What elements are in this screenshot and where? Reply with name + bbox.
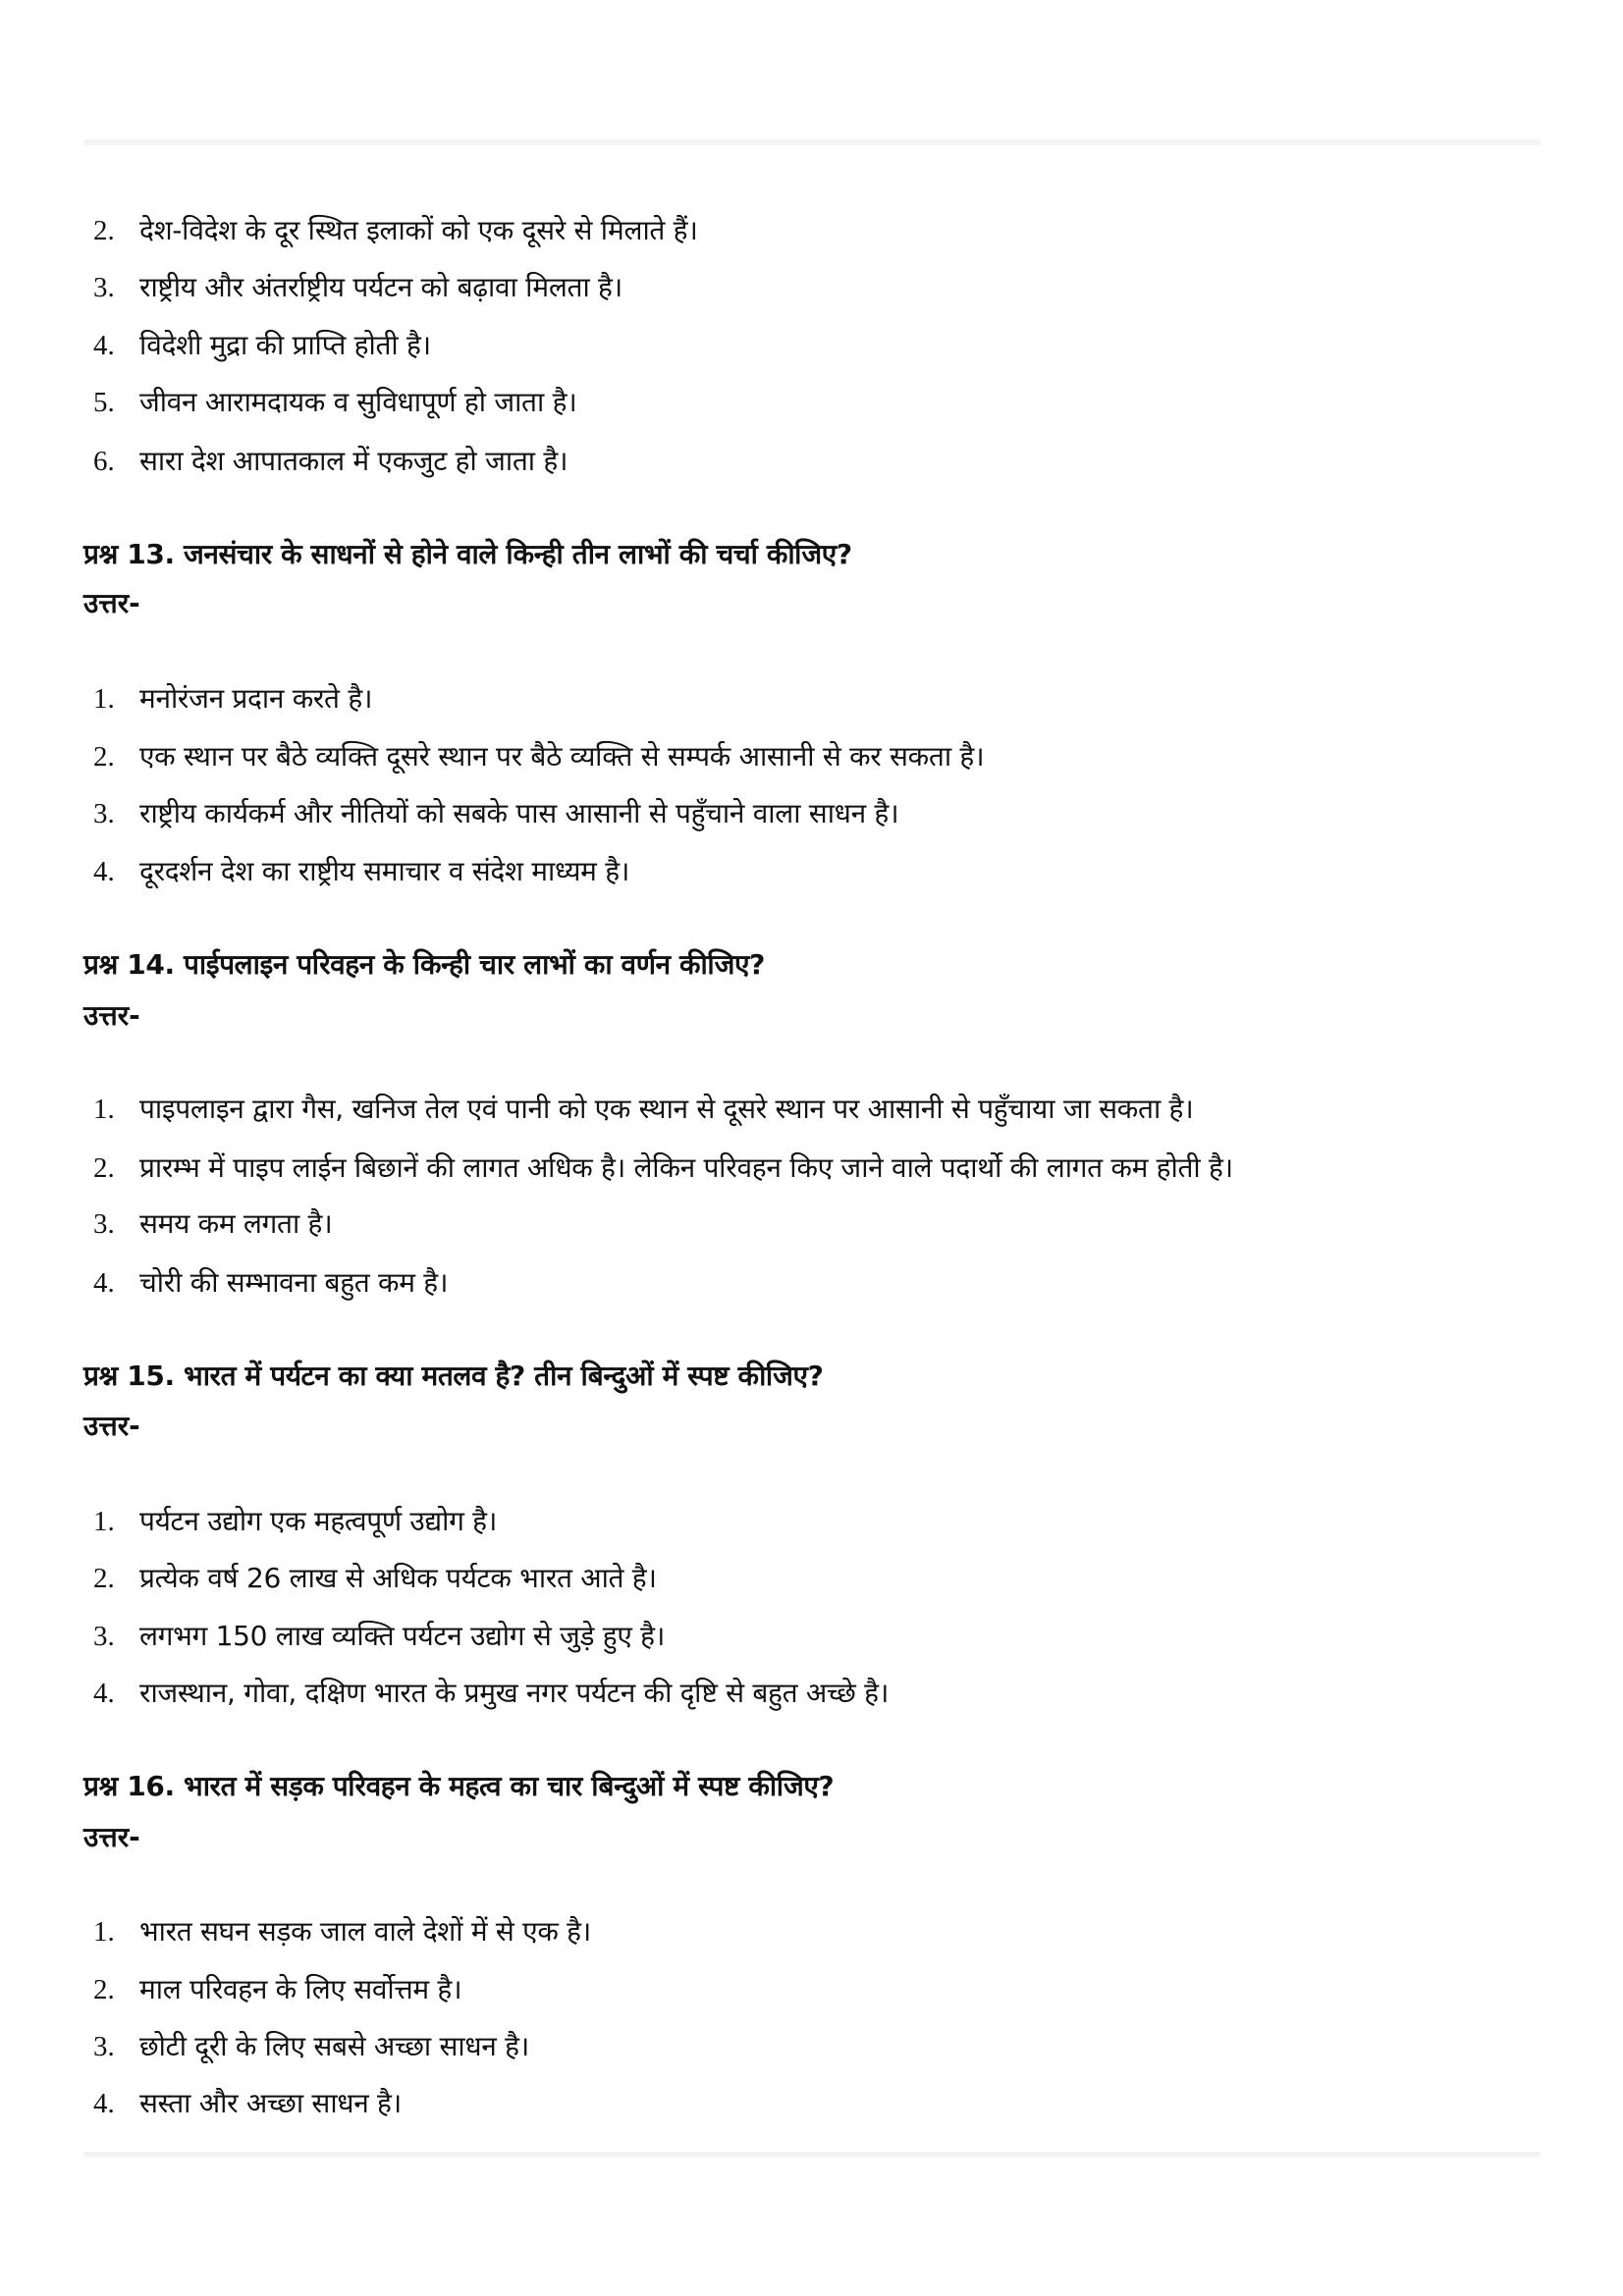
list-item-number: 4. <box>93 330 115 361</box>
question-heading: प्रश्न 14. पाईपलाइन परिवहन के किन्ही चार लाभों का वर्णन कीजिए? <box>83 948 765 981</box>
question-heading: प्रश्न 15. भारत में पर्यटन का क्या मतलव है? तीन बिन्दुओं में स्पष्ट कीजिए? <box>83 1360 824 1392</box>
list-item-number: 1. <box>93 1916 115 1948</box>
list-item-number: 4. <box>93 856 115 887</box>
list-item-text: चोरी की सम्भावना बहुत कम है। <box>139 1266 449 1299</box>
list-item-number: 3. <box>93 798 115 829</box>
list-item-text: देश-विदेश के दूर स्थित इलाकों को एक दूसरे से मिलाते हैं। <box>139 214 698 246</box>
list-item-text: पर्यटन उद्योग एक महत्वपूर्ण उद्योग है। <box>139 1505 498 1537</box>
list-item-number: 1. <box>93 1094 115 1125</box>
list-item-text: एक स्थान पर बैठे व्यक्ति दूसरे स्थान पर बैठे व्यक्ति से सम्पर्क आसानी से कर सकता है। <box>139 740 985 773</box>
list-item-number: 2. <box>93 741 115 773</box>
list-item-number: 4. <box>93 1267 115 1299</box>
list-item-number: 3. <box>93 2031 115 2062</box>
list-item-number: 2. <box>93 1974 115 2005</box>
list-item-number: 4. <box>93 2088 115 2119</box>
list-item-number: 3. <box>93 1621 115 1652</box>
list-item-text: प्रत्येक वर्ष 26 लाख से अधिक पर्यटक भारत आते है। <box>139 1562 657 1594</box>
list-item-text: मनोरंजन प्रदान करते है। <box>139 682 373 715</box>
list-item-text: प्रारम्भ में पाइप लाईन बिछानें की लागत अधिक है। लेकिन परिवहन किए जाने वाले पदार्थो की लागत कम होती है। <box>139 1151 1233 1184</box>
list-item-text: पाइपलाइन द्वारा गैस, खनिज तेल एवं पानी को एक स्थान से दूसरे स्थान पर आसानी से पहुँचाया जा सकता है। <box>139 1093 1194 1125</box>
list-item-number: 2. <box>93 215 115 246</box>
list-item-number: 1. <box>93 683 115 715</box>
list-item-text: भारत सघन सड़क जाल वाले देशों में से एक है। <box>139 1915 591 1948</box>
list-item-number: 1. <box>93 1506 115 1537</box>
top-divider <box>83 139 1541 145</box>
list-item-number: 4. <box>93 1678 115 1709</box>
bottom-divider <box>83 2152 1541 2158</box>
list-item-text: राजस्थान, गोवा, दक्षिण भारत के प्रमुख नगर पर्यटन की दृष्टि से बहुत अच्छे है। <box>139 1677 890 1709</box>
list-item-number: 5. <box>93 387 115 418</box>
list-item-number: 3. <box>93 1208 115 1240</box>
question-heading: प्रश्न 13. जनसंचार के साधनों से होने वाले किन्ही तीन लाभों की चर्चा कीजिए? <box>83 538 852 570</box>
list-item-text: सारा देश आपातकाल में एकजुट हो जाता है। <box>139 445 568 477</box>
list-item-text: राष्ट्रीय कार्यकर्म और नीतियों को सबके पास आसानी से पहुँचाने वाला साधन है। <box>139 797 899 829</box>
answer-label: उत्तर- <box>83 587 140 619</box>
list-item-text: लगभग 150 लाख व्यक्ति पर्यटन उद्योग से जुड़े हुए है। <box>139 1620 666 1652</box>
list-item-number: 6. <box>93 446 115 477</box>
answer-label: उत्तर- <box>83 999 140 1032</box>
list-item-number: 2. <box>93 1563 115 1594</box>
list-item-text: सस्ता और अच्छा साधन है। <box>139 2087 402 2119</box>
answer-label: उत्तर- <box>83 1821 140 1853</box>
list-item-text: माल परिवहन के लिए सर्वोत्तम है। <box>139 1973 462 2005</box>
list-item-number: 2. <box>93 1152 115 1184</box>
list-item-text: छोटी दूरी के लिए सबसे अच्छा साधन है। <box>139 2030 529 2062</box>
question-heading: प्रश्न 16. भारत में सड़क परिवहन के महत्व का चार बिन्दुओं में स्पष्ट कीजिए? <box>83 1770 835 1802</box>
answer-label: उत्तर- <box>83 1410 140 1442</box>
list-item-text: राष्ट्रीय और अंतर्राष्ट्रीय पर्यटन को बढ़ावा मिलता है। <box>139 271 622 303</box>
list-item-text: जीवन आरामदायक व सुविधापूर्ण हो जाता है। <box>139 386 577 418</box>
list-item-text: दूरदर्शन देश का राष्ट्रीय समाचार व संदेश माध्यम है। <box>139 855 630 887</box>
list-item-text: विदेशी मुद्रा की प्राप्ति होती है। <box>139 329 431 361</box>
list-item-number: 3. <box>93 272 115 303</box>
list-item-text: समय कम लगता है। <box>139 1207 333 1240</box>
